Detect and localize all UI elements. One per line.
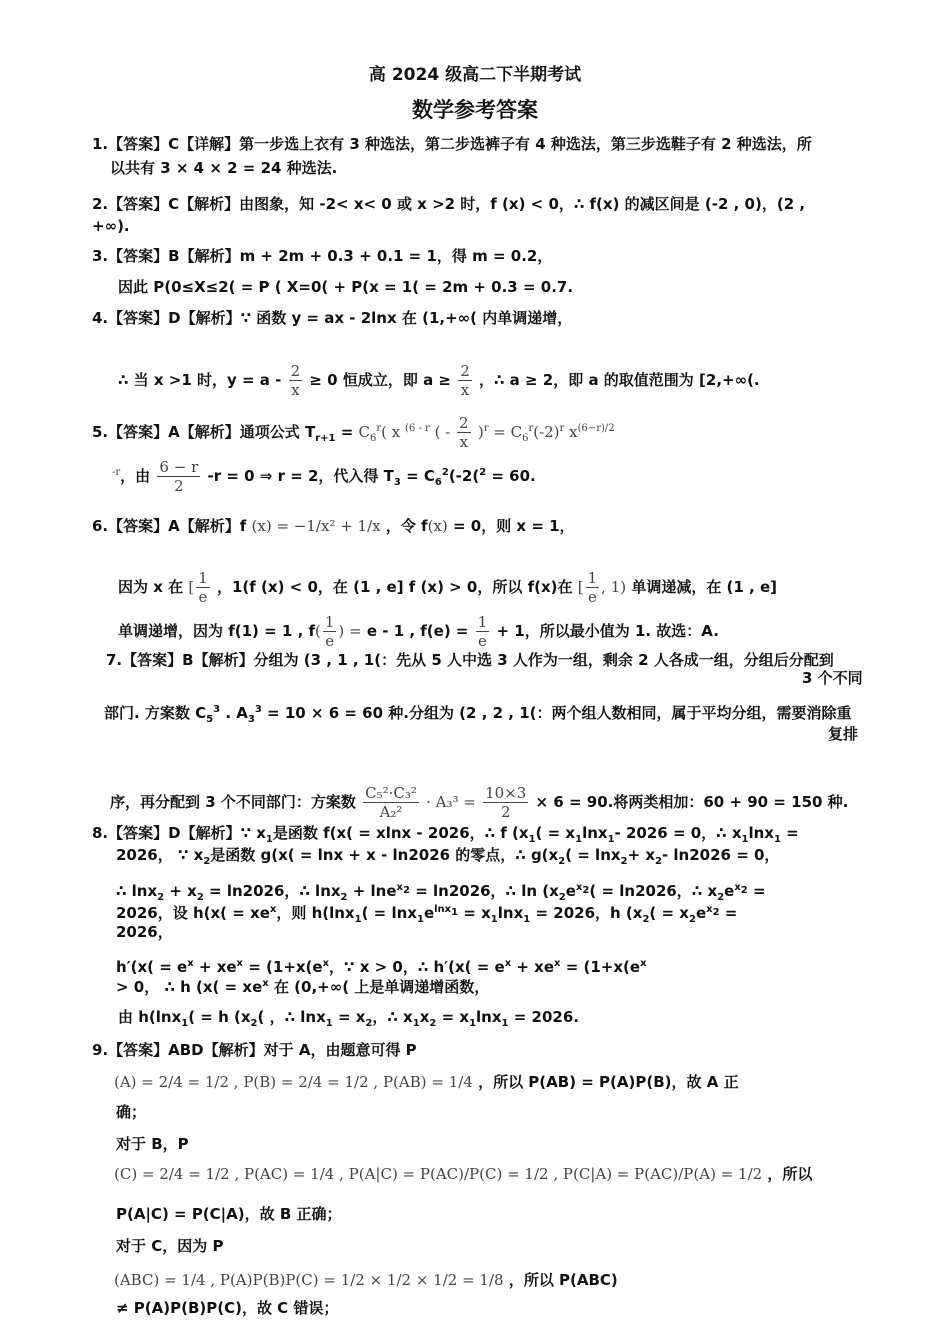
q1-line1: 1.【答案】C【详解】第一步选上衣有 3 种选法，第二步选裤子有 4 种选法，第三步选鞋子有 2 种选法，所 — [92, 135, 812, 153]
q4-line2: ∴ 当 x >1 时，y = a - $\frac{2}{x}$ ≥ 0 恒成立，即 a ≥ $\frac{2}{x}$ ，∴ a ≥ 2，即 a 的取值范围为 [2,+∞(. — [118, 362, 760, 399]
fraction-6-r-over-2: $\frac{6 - r}{2}$ — [159, 458, 199, 495]
prob-formula-b: (C) = 2/4 = 1/2 , P(AC) = 1/4 , P(A|C) = P(AC)/P(C) = 1/2 , P(C|A) = P(AC)/P(A) = 1/2 — [114, 1165, 763, 1183]
q2-line2: +∞). — [92, 217, 130, 235]
page-title: 高 2024 级高二下半期考试 — [368, 65, 582, 85]
q8-line4: 2026，设 $h(x( = xe^x$，则 $h(\ln x_1( = \ln x_1e^{lnx_1} = x_1\ln x_1 = 2026$，h ($x_2( = x_2e^{x_2}$ = — [116, 904, 738, 925]
q7-line2: 部门. 方案数 $C_5^3$ . $A_3^3 = 10 \times 6 = 60$ 种.分组为 (2 , 2 , 1(：两个组人数相同，属于平均分组，需要消除重 — [104, 704, 852, 725]
q4-line1: 4.【答案】D【解析】∵ 函数 y = ax - 2lnx 在 (1,+∞( 内单调递增， — [92, 309, 573, 327]
prob-formula-a: (A) = 2/4 = 1/2 , P(B) = 2/4 = 1/2 , P(AB) = 1/4 — [114, 1073, 473, 1091]
q9-line9: ≠ P(A)P(B)P(C)，故 C 错误； — [116, 1299, 339, 1317]
q8-line1: 8.【答案】D【解析】∵ $x_1$是函数 f(x( = xlnx - 2026，∴ f ($x_1( = x_1\ln x_1-$ 2026 = 0，∴ $x_1\ln x_1$ = — [92, 824, 799, 845]
q7-line1b: 3 个不同 — [802, 669, 863, 687]
q9-line2: (A) = 2/4 = 1/2 , P(B) = 2/4 = 1/2 , P(AB) = 1/4 ，所以 P(AB) = P(A)P(B)，故 A 正 — [114, 1073, 739, 1091]
q9-line5: (C) = 2/4 = 1/2 , P(AC) = 1/4 , P(A|C) = P(AC)/P(C) = 1/2 , P(C|A) = P(AC)/P(A) = 1/2 ，所以 — [114, 1165, 813, 1183]
page-subtitle: 数学参考答案 — [412, 98, 538, 122]
q9-line1: 9.【答案】ABD【解析】对于 A，由题意可得 P — [92, 1041, 417, 1059]
q9-line8: (ABC) = 1/4 , P(A)P(B)P(C) = 1/2 × 1/2 × 1/2 = 1/8 ，所以 P(ABC) — [114, 1271, 618, 1289]
fraction-2-over-x-b: $\frac{2}{x}$ — [460, 362, 470, 399]
q7-line1: 7.【答案】B【解析】分组为 (3 , 1 , 1(：先从 5 人中选 3 人作为一组，剩余 2 人各成一组，分组后分配到 — [106, 651, 834, 669]
fraction-1-over-e-b: $\frac{1}{e}$ — [587, 569, 598, 606]
q6-line1: 6.【答案】A【解析】f (x) = −1/x² + 1/x ，令 f(x) = 0，则 x = 1， — [92, 517, 575, 535]
q3-line2: 因此 P(0≤X≤2( = P ( X=0( + P(x = 1( = 2m + 0.3 = 0.7. — [118, 278, 574, 296]
q9-line4: 对于 B，P — [116, 1135, 189, 1153]
fraction-10x3-over-2: $\frac{10\times 3}{2}$ — [485, 784, 527, 821]
q8-line6: $h'(x( = e^x + xe^x = (1+x(e^x$，∵ x > 0，∴ $h'(x( = e^x + xe^x = (1+x(e^x$ — [116, 958, 647, 976]
q9-line7: 对于 C，因为 P — [116, 1237, 224, 1255]
q3-line1: 3.【答案】B【解析】m + 2m + 0.3 + 0.1 = 1，得 m = 0.2， — [92, 247, 553, 265]
fraction-1-over-e-c: $\frac{1}{e}$ — [324, 613, 335, 650]
q8-line7: > 0， ∴ h ($x( = xe^x$ 在 (0,+∞( 上是单调递增函数， — [116, 978, 490, 996]
q8-line5: 2026， — [116, 923, 173, 941]
q9-line3: 确； — [116, 1103, 147, 1121]
q6-line2: 因为 x 在 [ $\frac{1}{e}$ ，1(f (x) < 0，在 (1 , e] f (x) > 0，所以 f(x)在 [ $\frac{1}{e}$ , 1) 单调递减，在 (1 , e] — [118, 569, 778, 606]
fraction-2-over-x-c: $\frac{2}{x}$ — [459, 414, 469, 451]
q5-line1: 5.【答案】A【解析】通项公式 $T_{r+1} = C_6^r$( x $^{(6 - r}$ ( - $\frac{2}{x}$ )$^r = C_6^r(-2)^r$ $x^{(6-r)/2}$ — [92, 414, 615, 451]
fraction-1-over-e: $\frac{1}{e}$ — [198, 569, 208, 606]
q6-line3: 单调递增，因为 f(1) = 1 , f( $\frac{1}{e}$ ) = e - 1 , f(e) = $\frac{1}{e}$ + 1，所以最小值为 1. 故选：A. — [118, 613, 719, 650]
fraction-1-over-e-d: $\frac{1}{e}$ — [477, 613, 488, 650]
q1-line2: 以共有 3 × 4 × 2 = 24 种选法. — [110, 159, 338, 177]
q8-line2: 2026， ∵ $x_2$是函数 g(x( = lnx + x - ln2026 的零点，∴ $g(x_2( = \ln x_2+ x_2-$ ln2026 = 0， — [116, 846, 780, 867]
f-prime-formula: (x) = −1/x² + 1/x — [251, 517, 381, 535]
q2-line1: 2.【答案】C【解析】由图象，知 -2< x< 0 或 x >2 时，f (x) < 0，∴ f(x) 的减区间是 (-2 , 0)，(2 , — [92, 195, 806, 213]
fraction-2-over-x: $\frac{2}{x}$ — [290, 362, 301, 399]
q7-line2b: 复排 — [828, 725, 859, 743]
fraction-c52c32-over-a22: $\frac{\text{C₅²·C₃²}}{\text{A₂²}}$ — [365, 784, 417, 821]
q8-line3: ∴ $\ln x_2 + x_2 = \ln 2026$，∴ lnx$_2$ + lne$^{x_2}$ = ln2026，∴ $\ln (x_2e^{x_2}( = \ln 2026$，∴ $x_2e^{x_2}$ = — [116, 882, 766, 903]
q5-line2: $^{-r}$，由 $\frac{6 - r}{2}$ -r = 0 ⇒ r = 2，代入得 $T_3 = C_6^2(-2(^2 = 60$. — [112, 458, 536, 495]
prob-formula-c: (ABC) = 1/4 , P(A)P(B)P(C) = 1/2 × 1/2 × 1/2 = 1/8 — [114, 1271, 504, 1289]
q9-line6: P(A|C) = P(C|A)，故 B 正确； — [116, 1205, 342, 1223]
q8-line8: 由 h(lnx$_1$( = h ($x_2$( ，∴ $\ln x_1 = x_2$，∴ $x_1x_2 = x_1\ln x_1 = 2026$. — [118, 1008, 579, 1029]
q7-line3: 序，再分配到 3 个不同部门：方案数 $\frac{\text{C₅²·C₃²}}{\text{A₂²}}$ · A₃³ = $\frac{10\times 3}{2}$ × 6 = 90.将两类相加：60 + 90 = 150 种. — [110, 784, 849, 821]
